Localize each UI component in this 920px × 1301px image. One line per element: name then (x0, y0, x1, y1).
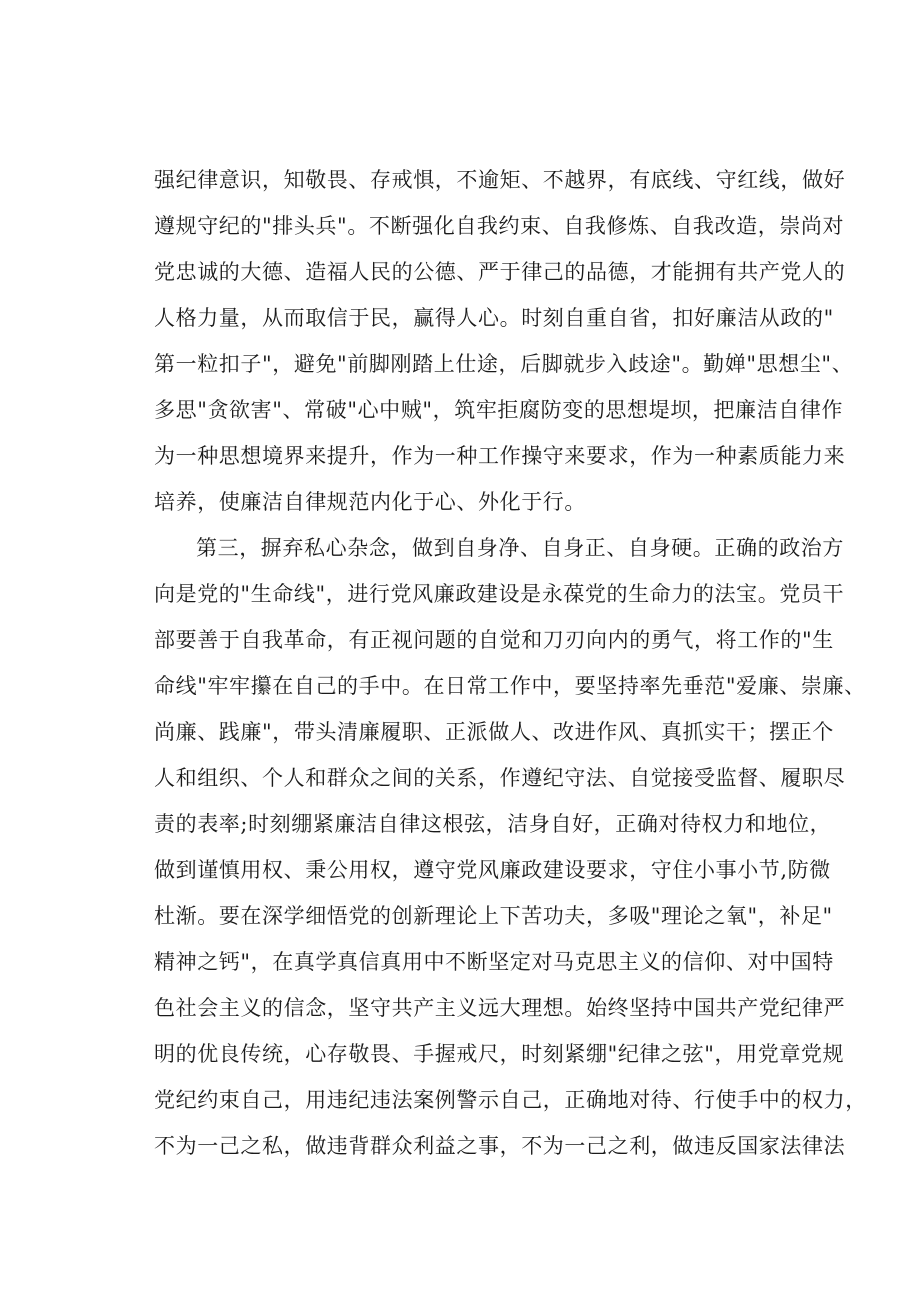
text-line: 部要善于自我革命，有正视问题的自觉和刀刃向内的勇气，将工作的"生 (154, 628, 834, 652)
text-line: 党纪约束自己，用违纪违法案例警示自己，正确地对待、行使手中的权力， (154, 1088, 867, 1112)
text-line: 第一粒扣子"，避免"前脚刚踏上仕途，后脚就步入歧途"。勤婵"思想尘"、 (154, 352, 854, 376)
text-line: 精神之钙"，在真学真信真用中不断坚定对马克思主义的信仰、对中国特 (154, 950, 834, 974)
text-line: 人和组织、个人和群众之间的关系，作遵纪守法、自觉接受监督、履职尽 (154, 766, 846, 790)
text-line: 做到谨慎用权、秉公用权，遵守党风廉政建设要求，守住小事小节,防微 (154, 858, 831, 882)
text-line: 党忠诚的大德、造福人民的公德、严于律己的品德，才能拥有共产党人的 (154, 260, 846, 284)
text-line: 尚廉、践廉"，带头清廉履职、正派做人、改进作风、真抓实干；摆正个 (154, 720, 834, 744)
text-line: 遵规守纪的"排头兵"。不断强化自我约束、自我修炼、自我改造，崇尚对 (154, 214, 845, 238)
text-line: 色社会主义的信念，坚守共产主义远大理想。始终坚持中国共产党纪律严 (154, 996, 846, 1020)
text-line: 命线"牢牢攥在自己的手中。在日常工作中，要坚持率先垂范"爱廉、崇廉、 (154, 674, 866, 698)
paragraph-first-line: 第三，摒弃私心杂念，做到自身净、自身正、自身硬。正确的政治方 (196, 536, 844, 560)
text-line: 明的优良传统，心存敬畏、手握戒尺，时刻紧绷"纪律之弦"，用党章党规 (154, 1042, 845, 1066)
text-line: 不为一己之私，做违背群众利益之事，不为一己之利，做违反国家法律法 (154, 1134, 846, 1158)
text-line: 为一种思想境界来提升，作为一种工作操守来要求，作为一种素质能力来 (154, 444, 846, 468)
text-line: 杜渐。要在深学细悟党的创新理论上下苦功夫，多吸"理论之氧"，补足" (154, 904, 833, 928)
text-line: 强纪律意识，知敬畏、存戒惧，不逾矩、不越界，有底线、守红线，做好 (154, 168, 846, 192)
text-line: 向是党的"生命线"，进行党风廉政建设是永葆党的生命力的法宝。党员干 (154, 582, 845, 606)
text-line: 培养，使廉洁自律规范内化于心、外化于行。 (154, 490, 586, 514)
text-line: 人格力量，从而取信于民，赢得人心。时刻自重自省，扣好廉洁从政的" (154, 306, 834, 330)
text-line: 多思"贪欲害"、常破"心中贼"，筑牢拒腐防变的思想堤坝，把廉洁自律作 (154, 398, 844, 422)
text-line: 责的表率;时刻绷紧廉洁自律这根弦，洁身自好，正确对待权力和地位， (154, 812, 832, 836)
